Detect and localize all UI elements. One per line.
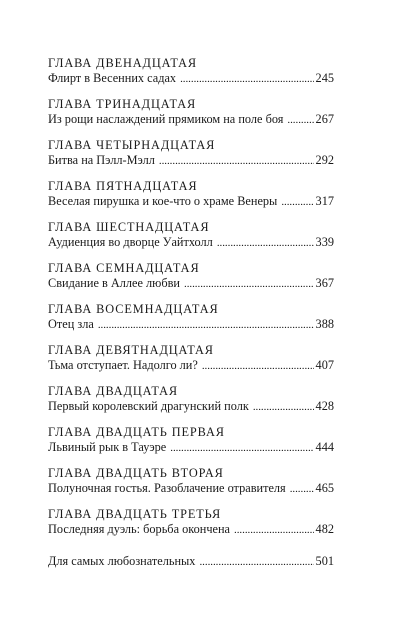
page-number: 292 (315, 153, 334, 167)
page-number: 267 (315, 112, 334, 126)
page-number: 367 (315, 276, 334, 290)
chapter-heading: ГЛАВА ДЕВЯТНАДЦАТАЯ (48, 343, 214, 357)
page-number: 388 (315, 317, 334, 331)
toc-line (48, 194, 334, 210)
chapter-title: Львиный рык в Тауэре (48, 440, 167, 454)
chapter-title: Отец зла (48, 317, 94, 331)
chapter-heading: ГЛАВА ПЯТНАДЦАТАЯ (48, 179, 198, 193)
toc-line (48, 153, 334, 169)
toc-line (48, 522, 334, 538)
toc-line (48, 317, 334, 333)
dot-leader (159, 154, 314, 169)
toc-line (48, 399, 334, 415)
chapter-heading: ГЛАВА ДВЕНАДЦАТАЯ (48, 56, 197, 70)
dot-leader (234, 523, 314, 538)
chapter-heading: ГЛАВА ТРИНАДЦАТАЯ (48, 97, 197, 111)
toc-entry (48, 507, 334, 538)
dot-leader (180, 72, 313, 87)
chapter-heading: ГЛАВА СЕМНАДЦАТАЯ (48, 261, 200, 275)
page-number: 444 (315, 440, 334, 454)
toc-line (48, 112, 334, 128)
dot-leader (217, 236, 314, 251)
dot-leader (170, 441, 313, 456)
toc-line (48, 440, 334, 456)
toc-entry (48, 466, 334, 497)
toc-entry (48, 97, 334, 128)
dot-leader (98, 318, 314, 333)
dot-leader (202, 359, 314, 374)
dot-leader (253, 400, 314, 415)
chapter-title: Веселая пирушка и кое-что о храме Венеры (48, 194, 278, 208)
chapter-heading: ГЛАВА ЧЕТЫРНАДЦАТАЯ (48, 138, 216, 152)
chapter-title: Полуночная гостья. Разоблачение отравителя (48, 481, 286, 495)
toc-entry (48, 425, 334, 456)
page-number: 407 (315, 358, 334, 372)
page-number: 317 (315, 194, 334, 208)
chapter-heading: ГЛАВА ШЕСТНАДЦАТАЯ (48, 220, 210, 234)
chapter-title: Последняя дуэль: борьба окончена (48, 522, 231, 536)
toc-entry (48, 261, 334, 292)
toc-line (48, 235, 334, 251)
toc-entry (48, 343, 334, 374)
chapter-heading: ГЛАВА ДВАДЦАТЬ ТРЕТЬЯ (48, 507, 222, 521)
chapter-title: Битва на Пэлл-Мэлл (48, 153, 155, 167)
toc-line (48, 358, 334, 374)
dot-leader (290, 482, 314, 497)
chapter-title: Аудиенция во дворце Уайтхолл (48, 235, 213, 249)
chapter-title: Первый королевский драгунский полк (48, 399, 249, 413)
toc-line (48, 481, 334, 497)
dot-leader (281, 195, 313, 210)
dot-leader (199, 555, 313, 570)
toc-entry-final (48, 554, 334, 570)
chapter-heading: ГЛАВА ДВАДЦАТАЯ (48, 384, 179, 398)
chapter-title: Свидание в Аллее любви (48, 276, 180, 290)
toc-line (48, 276, 334, 292)
toc-entry (48, 220, 334, 251)
page-number: 339 (315, 235, 334, 249)
toc-entry (48, 56, 334, 87)
dot-leader (184, 277, 314, 292)
toc-line (48, 71, 334, 87)
chapter-title: Флирт в Весенних садах (48, 71, 177, 85)
toc-line (48, 554, 334, 570)
final-section-title: Для самых любознательных (48, 554, 196, 568)
page-number: 245 (315, 71, 334, 85)
toc-entry (48, 179, 334, 210)
chapter-heading: ГЛАВА ДВАДЦАТЬ ВТОРАЯ (48, 466, 224, 480)
chapter-heading: ГЛАВА ВОСЕМНАДЦАТАЯ (48, 302, 219, 316)
page-number: 428 (315, 399, 334, 413)
dot-leader (287, 113, 313, 128)
page-number: 501 (315, 554, 334, 568)
page-number: 465 (315, 481, 334, 495)
toc-entry (48, 302, 334, 333)
page-number: 482 (315, 522, 334, 536)
chapter-title: Тьма отступает. Надолго ли? (48, 358, 198, 372)
table-of-contents (48, 56, 334, 580)
chapter-heading: ГЛАВА ДВАДЦАТЬ ПЕРВАЯ (48, 425, 225, 439)
toc-entry (48, 384, 334, 415)
chapter-title: Из рощи наслаждений прямиком на поле боя (48, 112, 284, 126)
toc-entry (48, 138, 334, 169)
